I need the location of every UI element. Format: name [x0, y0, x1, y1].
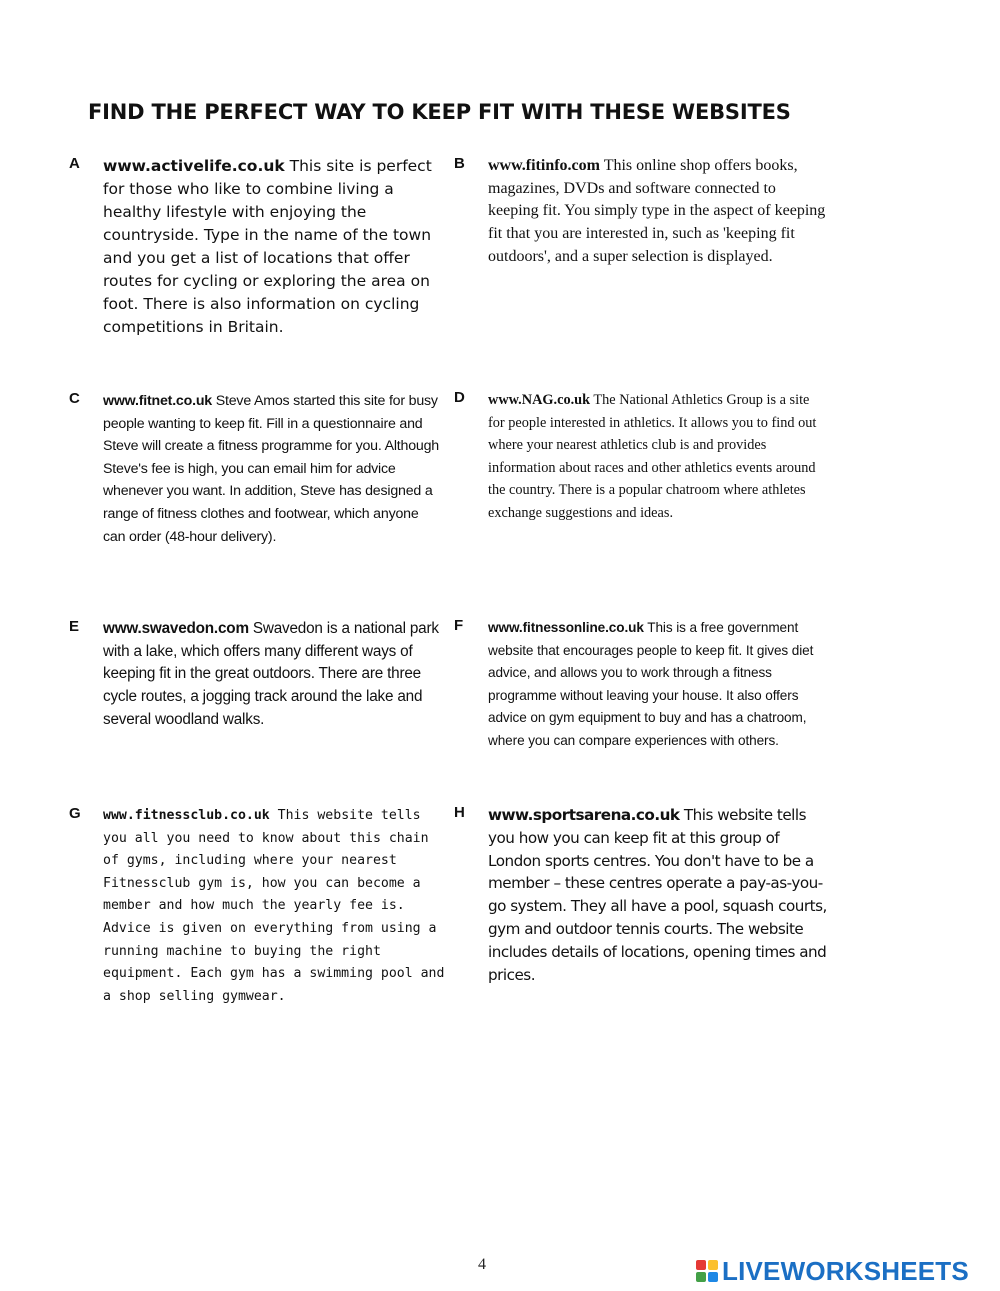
- logo-blocks-icon: [696, 1260, 718, 1282]
- entry-description: This is a free government website that encourages people to keep fit. It gives diet advice, and allows you to work through a fitness programme without leaving your house. It also offers advice on gym equipment to buy and has a chatroom, where you can compare experiences with others.: [488, 620, 814, 748]
- website-url: www.activelife.co.uk: [103, 157, 285, 175]
- entry-text: [103, 390, 443, 548]
- entry-text: [488, 804, 828, 986]
- entry-description: This online shop offers books, magazines, DVDs and software connected to keeping fit. You simply type in the aspect of keeping fit that you are interested in, such as 'keeping fit outdoors', and a super selection is displayed.: [488, 157, 826, 265]
- website-url: www.fitinfo.com: [488, 157, 600, 174]
- entry-text: [488, 617, 833, 753]
- website-url: www.swavedon.com: [103, 620, 249, 637]
- entry-description: This site is perfect for those who like to combine living a healthy lifestyle with enjoying the countryside. Type in the name of the town and you get a list of locations that offer routes for cycling or exploring the area on foot. There is also information on cycling competitions in Britain.: [103, 157, 432, 336]
- entry-description: Steve Amos started this site for busy people wanting to keep fit. Fill in a questionnaire and Steve will create a fitness programme for you. Although Steve's fee is high, you can email him for advice whenever you want. In addition, Steve has designed a range of fitness clothes and footwear, which anyone can order (48-hour delivery).: [103, 393, 439, 545]
- entry-description: This website tells you all you need to know about this chain of gyms, including where your nearest Fitnessclub gym is, how you can become a member and how much the yearly fee is. Advice is given on everything from using a running machine to buying the right equipment. Each gym has a swimming pool and a shop selling gymwear.: [103, 808, 445, 1004]
- logo-block: [708, 1272, 718, 1282]
- entry-letter: E: [69, 618, 80, 635]
- entry-letter: G: [69, 805, 81, 822]
- liveworksheets-logo: [696, 1258, 969, 1284]
- website-url: www.fitnessclub.co.uk: [103, 808, 270, 823]
- entry-letter: F: [454, 617, 464, 634]
- entry-text: [488, 389, 828, 524]
- page-title: FIND THE PERFECT WAY TO KEEP FIT WITH THESE WEBSITES: [88, 100, 791, 124]
- entry-description: Swavedon is a national park with a lake, which offers many different ways of keeping fit in the great outdoors. There are three cycle routes, a jogging track around the lake and several woodland walks.: [103, 620, 439, 728]
- logo-block: [696, 1272, 706, 1282]
- entry-letter: B: [454, 155, 465, 172]
- entry-text: [103, 805, 448, 1008]
- entry-text: [103, 618, 443, 732]
- entry-letter: C: [69, 390, 80, 407]
- logo-block: [708, 1260, 718, 1270]
- website-url: www.fitnet.co.uk: [103, 393, 212, 409]
- logo-text: LIVEWORKSHEETS: [722, 1256, 969, 1286]
- website-url: www.fitnessonline.co.uk: [488, 620, 644, 635]
- entry-description: The National Athletics Group is a site for people interested in athletics. It allows you to find out where your nearest athletics club is and provides information about races and other athletics events around the country. There is a popular chatroom where athletes exchange suggestions and ideas.: [488, 392, 817, 521]
- page-number: 4: [478, 1256, 486, 1273]
- website-url: www.NAG.co.uk: [488, 392, 591, 408]
- entry-text: [103, 155, 443, 339]
- logo-block: [696, 1260, 706, 1270]
- entry-text: [488, 155, 828, 269]
- entry-letter: D: [454, 389, 465, 406]
- entry-letter: A: [69, 155, 80, 172]
- website-url: www.sportsarena.co.uk: [488, 806, 680, 824]
- entry-description: This website tells you how you can keep fit at this group of London sports centres. You don't have to be a member – these centres operate a pay-as-you-go system. They all have a pool, squash courts, gym and outdoor tennis courts. The website includes details of locations, opening times and prices.: [488, 806, 827, 984]
- entry-letter: H: [454, 804, 465, 821]
